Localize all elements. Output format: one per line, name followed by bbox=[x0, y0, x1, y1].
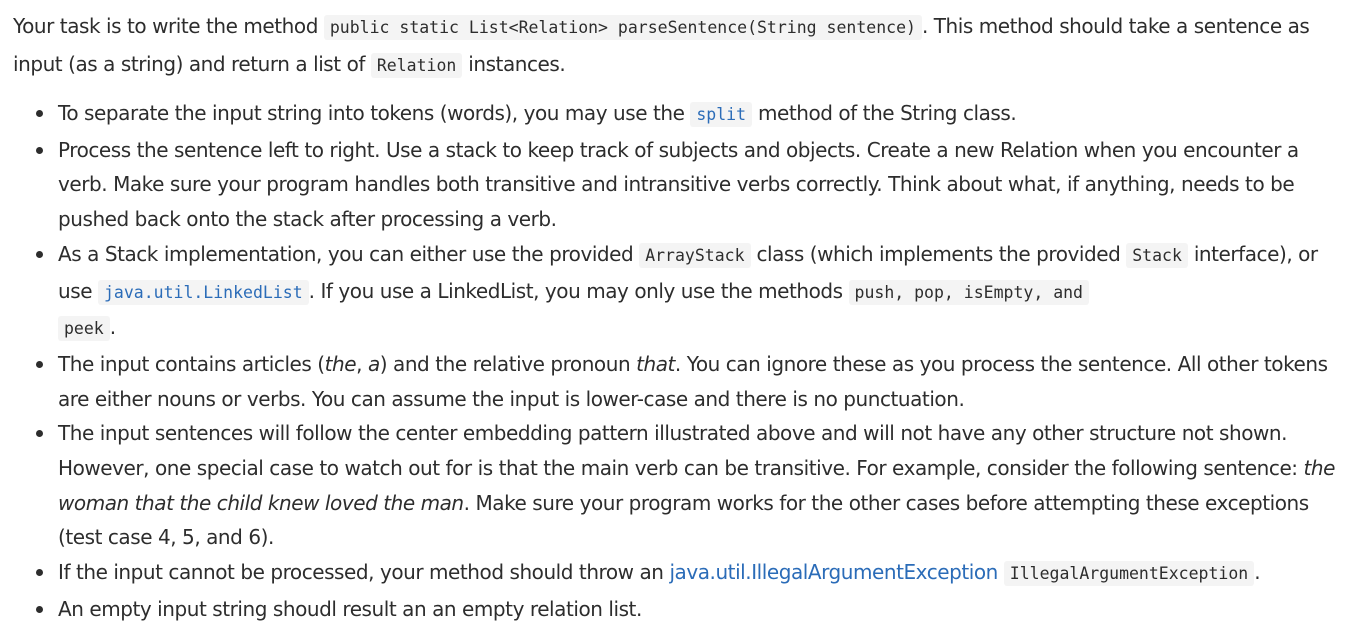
allowed-methods-code: push, pop, isEmpty, and bbox=[849, 280, 1089, 305]
list-item-split bbox=[58, 96, 1343, 133]
article-the: the bbox=[324, 351, 357, 376]
list-item-text: . bbox=[1254, 560, 1261, 585]
arraystack-code: ArrayStack bbox=[639, 243, 750, 268]
peek-code: peek bbox=[58, 316, 110, 341]
stack-code: Stack bbox=[1126, 243, 1188, 268]
list-item-text: ) and the relative pronoun bbox=[379, 351, 637, 376]
list-item-text: . You can ignore these as you process the sentence. All other tokens are either nouns or verbs. You can assume the input is lower-case and there is no punctuation. bbox=[58, 351, 1328, 411]
list-item-stack-implementation bbox=[58, 237, 1343, 347]
list-item-text bbox=[998, 560, 1004, 584]
pronoun-that: that bbox=[636, 351, 675, 376]
example-sentence: the woman that the child knew loved the man bbox=[58, 456, 1335, 515]
relation-code: Relation bbox=[371, 53, 462, 78]
list-item-text: . If you use a LinkedList, you may only use the methods bbox=[308, 278, 849, 303]
article-a: a bbox=[367, 351, 380, 376]
list-item-text: As a Stack implementation, you can either use the provided bbox=[58, 241, 640, 266]
list-item-exception bbox=[58, 555, 1343, 592]
intro-text: instances. bbox=[462, 52, 566, 76]
method-signature-code: public static List<Relation> parseSentence(String sentence) bbox=[324, 15, 922, 40]
list-item-stack-processing bbox=[58, 133, 1343, 237]
list-item-text: If the input cannot be processed, your method should throw an bbox=[58, 560, 670, 585]
list-item-text: The input sentences will follow the center embedding pattern illustrated above and will not have any other structure not shown. However, one special case to watch out for is that the main verb can be transitive. For example, consider the following sentence: bbox=[58, 421, 1304, 481]
list-item-text: . Make sure your program works for the other cases before attempting these exceptions (test case 4, 5, and 6). bbox=[58, 490, 1309, 550]
list-item-empty-input bbox=[58, 592, 1343, 627]
list-item-text: To separate the input string into tokens (words), you may use the bbox=[58, 101, 691, 125]
list-item-text: . bbox=[109, 315, 116, 340]
list-item-text: class (which implements the provided bbox=[750, 241, 1127, 266]
split-code: split bbox=[690, 102, 752, 127]
exception-code: IllegalArgumentException bbox=[1004, 561, 1254, 586]
requirements-list bbox=[13, 96, 1343, 627]
list-item-text: , bbox=[356, 351, 368, 376]
list-item-text: method of the String class. bbox=[752, 101, 1017, 125]
intro-text: . This method should take a sentence as input (as a string) and return a list of bbox=[13, 14, 1310, 76]
list-item-text: The input contains articles ( bbox=[58, 351, 325, 376]
list-item-articles bbox=[58, 347, 1343, 416]
list-item-center-embedding bbox=[58, 416, 1343, 555]
list-item-text: Process the sentence left to right. Use a stack to keep track of subjects and objects. Create a new Relation when you encounter a verb. Make sure your program handles both transitive and intransitive verbs correctly. Think about what, if anything, needs to be pushed back onto the stack after processing a verb. bbox=[58, 137, 1299, 232]
intro-text: Your task is to write the method bbox=[13, 14, 324, 38]
linkedlist-code: java.util.LinkedList bbox=[98, 280, 309, 305]
illegal-argument-exception-link[interactable]: java.util.IllegalArgumentException bbox=[669, 560, 998, 585]
list-item-text: An empty input string shoudl result an an empty relation list. bbox=[58, 596, 642, 621]
list-item-text: interface), or use bbox=[58, 241, 1318, 303]
intro-paragraph bbox=[13, 8, 1343, 84]
